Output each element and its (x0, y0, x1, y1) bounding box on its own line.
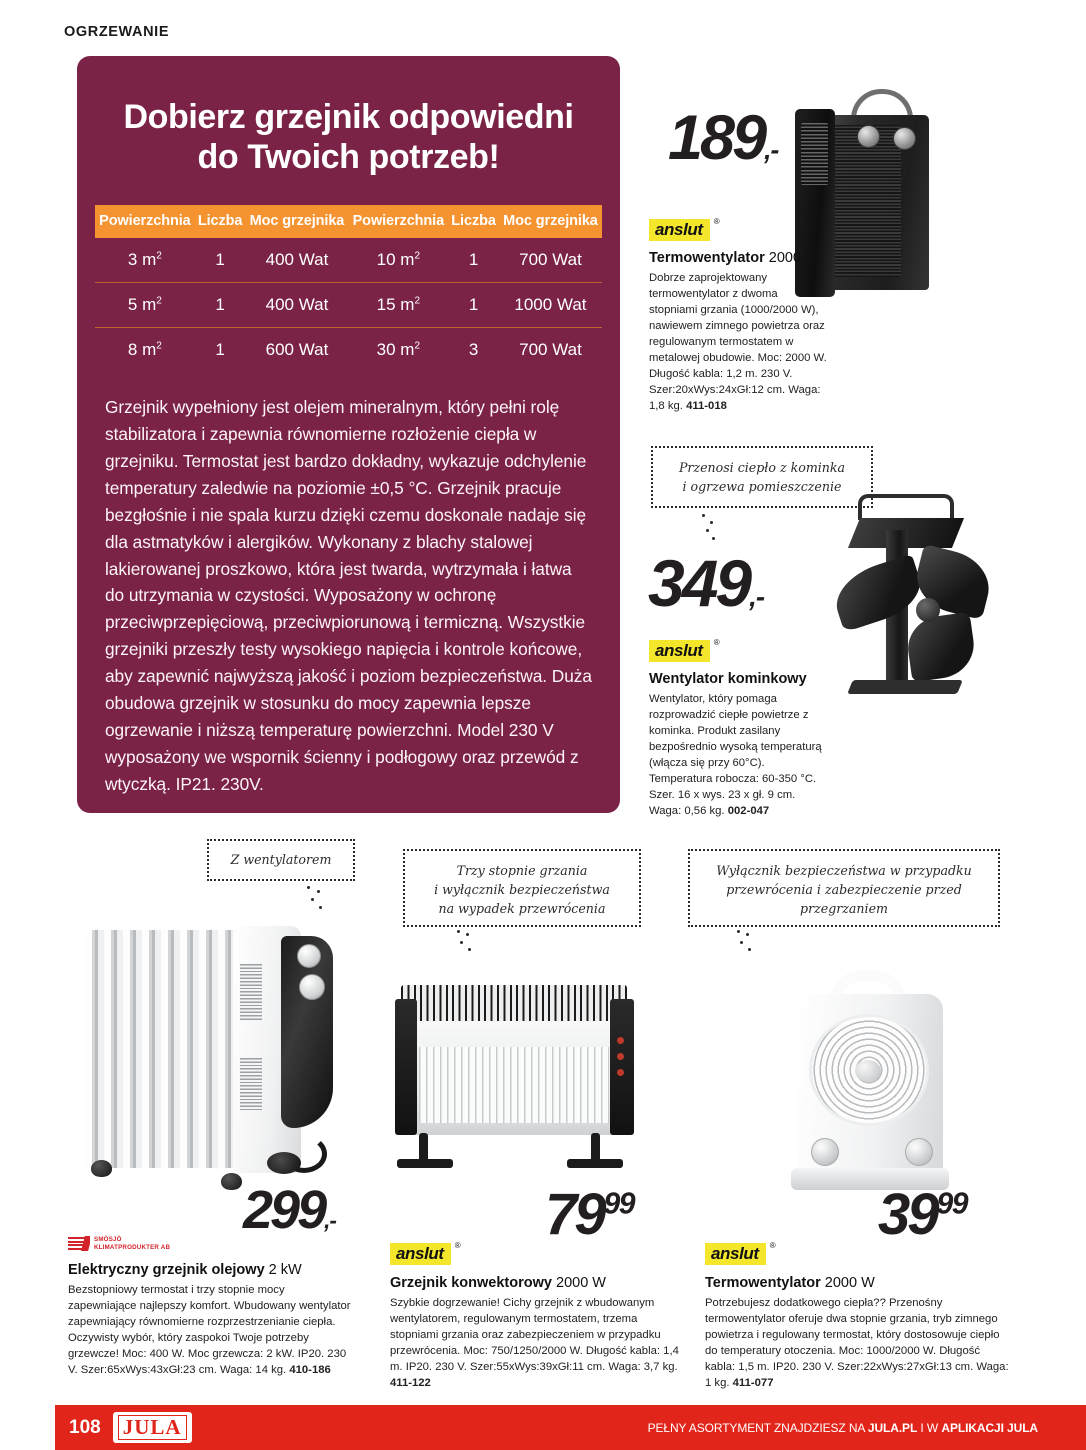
promo-prefix: PEŁNY ASORTYMENT ZNAJDZIESZ NA (647, 1420, 868, 1435)
product-variant: 2000 W (824, 1275, 875, 1291)
anslut-logo (649, 638, 720, 662)
col-header-count-2: Liczba (448, 205, 499, 238)
cell-area: 30 $m^2$ (348, 328, 448, 373)
side-vent-bottom (240, 1058, 262, 1110)
panel-title-line-2: do Twoich potrzeb! (197, 138, 500, 177)
cell-power: 1000 Wat (499, 283, 602, 328)
col-header-area-2: Powierzchnia (348, 205, 448, 238)
foot-right (567, 1159, 623, 1168)
top-bracket (858, 494, 954, 520)
cell-count: 1 (468, 250, 479, 270)
table-head (95, 205, 602, 238)
product-name: Termowentylator (705, 1275, 821, 1291)
power-switch-2 (617, 1053, 624, 1060)
product-description (649, 691, 829, 819)
col-header-area-1: Powierzchnia (95, 205, 195, 238)
power-dial (299, 974, 325, 1000)
price-termowentylator-metal (668, 103, 779, 173)
price-grzejnik-konwektorowy (545, 1182, 635, 1247)
product-image-grzejnik-konwektorowy (395, 985, 645, 1190)
product-image-termowentylator-bialy (785, 968, 960, 1193)
article-number: 002-047 (727, 805, 770, 818)
top-outlet-grille (401, 985, 627, 1021)
radiator-fins (85, 930, 253, 1168)
product-title (390, 1274, 685, 1292)
cell-power: 400 Wat (265, 250, 329, 270)
side-vent-top (240, 964, 262, 1020)
cell-power: 400 Wat (245, 283, 348, 328)
callout-line-1: Wyłącznik bezpieczeństwa w przypadku (716, 863, 972, 878)
product-variant: 2000 W (556, 1275, 606, 1291)
power-knob (905, 1138, 933, 1166)
description-text: Szybkie dogrzewanie! Cichy grzejnik z wbudowanym wentylatorem, regulowanym termostatem, trzema stopniami grzania oraz zabezpieczeniem w przypadku przewrócenia. Moc: 750/1250/2000 W. Długość kabla: 1,4 m. IP20. 230 V. Szer:55xWys:39xGł:11 cm. Waga: 3,7 kg. (390, 1297, 679, 1374)
footer-promo-text (648, 1421, 1038, 1435)
price-termowentylator-bialy (878, 1182, 968, 1247)
cell-count: 1 (195, 283, 246, 328)
cell-power: 600 Wat (245, 328, 348, 373)
cell-area: 8 $m^2$ (95, 328, 195, 373)
anslut-logo (705, 1241, 776, 1265)
page-footer (55, 1405, 1086, 1450)
col-header-count-1: Liczba (195, 205, 246, 238)
product-name: Elektryczny grzejnik olejowy (68, 1261, 265, 1278)
price-whole: 79 (545, 1182, 604, 1247)
cell-power: 700 Wat (519, 250, 582, 270)
cell-count: 1 (215, 250, 225, 270)
price-whole: 299 (243, 1180, 325, 1240)
cell-area: 15 $m^2$ (348, 283, 448, 328)
control-knob-left (857, 125, 880, 148)
table-body (95, 238, 602, 372)
page-number: 108 (69, 1416, 101, 1438)
cell-area: 5 $m^2$ (95, 283, 195, 328)
fan-hub (916, 598, 940, 622)
product-title (649, 249, 827, 267)
article-number: 411-077 (732, 1377, 774, 1390)
fan-blade-3 (904, 612, 978, 683)
anslut-logo (649, 217, 720, 241)
anslut-logo (390, 1241, 461, 1265)
caster-wheel-right (221, 1173, 242, 1190)
power-switch-1 (617, 1037, 624, 1044)
fan-blade-1 (828, 554, 928, 633)
callout-line-1: Trzy stopnie grzania (456, 863, 588, 878)
caster-wheel-left (91, 1160, 112, 1177)
product-variant: 2000 W (768, 250, 819, 266)
callout-oil-radiator (207, 839, 355, 881)
callout-line-3: przegrzaniem (800, 901, 888, 917)
cell-power: 700 Wat (499, 328, 602, 373)
product-info-grzejnik-olejowy (68, 1236, 356, 1378)
air-outlet-vent (801, 123, 828, 185)
product-name: Grzejnik konwektorowy (390, 1275, 552, 1291)
thermostat-knob (811, 1138, 839, 1166)
smosjo-wordmark (94, 1236, 170, 1252)
product-description (68, 1282, 356, 1378)
description-text: Bezstopniowy termostat i trzy stopnie mocy zapewniające najlepszy komfort. Wbudowany wentylator zapewniający równomierne rozprzestrzenianie ciepła. Oczywisty wybór, który zaspokoi Twoje potrzeby grzewcze! Moc: 400 W. Moc grzewcza: 2 kW. IP20. 230 V. Szer:65xWys:43xGł:23 cm. Waga: 14 kg. (68, 1283, 351, 1376)
callout-fan-heater (688, 849, 1000, 927)
price-decimal: 99 (936, 1187, 968, 1221)
table-row (95, 328, 602, 373)
left-end-cap (395, 999, 417, 1135)
callout-tail-fan-heater (735, 929, 771, 955)
product-title (705, 1274, 1010, 1292)
price-whole: 189 (668, 103, 765, 173)
jula-wordmark: JULA (118, 1415, 187, 1439)
description-text: Dobrze zaprojektowany termowentylator z dwoma stopniami grzania (1000/2000 W), nawiewem zimnego powietrza oraz regulowanym termostatem w metalowej obudowie. Moc: 2000 W. Długość kabla: 1,2 m. 230 V. Szer:20xWys:24xGł:12 cm. Waga: 1,8 kg. (649, 272, 827, 413)
cell-area: 10 $m^2$ (376, 250, 421, 270)
table-header-row (95, 205, 602, 238)
thermostat-dial (297, 944, 321, 968)
price-currency: ,- (749, 581, 765, 612)
price-grzejnik-olejowy (243, 1180, 336, 1240)
power-switch-3 (617, 1069, 624, 1076)
heater-sizing-table (95, 205, 602, 372)
product-description (649, 270, 827, 414)
registered-trademark-icon: ® (713, 217, 720, 226)
description-text: Potrzebujesz dodatkowego ciepła?? Przenośny termowentylator oferuje dwa stopnie grzania, tryb zimnego powietrza i regulowany termostat, który dostosowuje ciepło do temperatury otoczenia. Moc: 1000/2000 W. Długość kabla: 1,5 m. IP20. 230 V. Szer:22xWys:27xGł:13 cm. Waga: 1 kg. (705, 1297, 1009, 1390)
right-end-cap (610, 999, 634, 1135)
price-currency: ,- (764, 135, 779, 165)
jula-logo (113, 1412, 192, 1442)
registered-trademark-icon: ® (769, 1241, 776, 1250)
promo-mid: I W (917, 1420, 942, 1435)
anslut-wordmark: anslut (655, 641, 703, 660)
table-row (95, 238, 602, 283)
cell-count: 3 (448, 328, 499, 373)
heating-guide-panel (77, 56, 620, 813)
product-image-grzejnik-olejowy (85, 930, 345, 1190)
product-name: Termowentylator (649, 250, 765, 266)
product-info-termowentylator-metal (649, 219, 827, 414)
product-description (705, 1295, 1010, 1391)
col-header-power-2: Moc grzejnika (499, 205, 602, 238)
cell-count: 1 (448, 283, 499, 328)
panel-title (107, 97, 590, 177)
product-variant: 2 kW (268, 1261, 302, 1278)
description-text: Wentylator, który pomaga rozprowadzić ciepłe powietrze z kominka. Produkt zasilany bezpośrednio wysoką temperaturą (włącza się przy 60°C). Temperatura robocza: 60-350 °C. Szer. 16 x wys. 23 x gł. 9 cm. Waga: 0,56 kg. (649, 693, 822, 818)
callout-tail-convector (455, 929, 491, 955)
product-title (649, 670, 829, 688)
panel-title-line-1: Dobierz grzejnik odpowiedni (123, 98, 574, 136)
sizing-table-wrapper (95, 205, 602, 372)
promo-app: APLIKACJI JULA (941, 1420, 1038, 1435)
power-plug (267, 1152, 301, 1174)
panel-description: Grzejnik wypełniony jest olejem mineralnym, który pełni rolę stabilizatora i zapewnia równomierne rozłożenie ciepła w grzejniku. Termostat jest bardzo dokładny, wykazuje odchylenie temperatury zaledwie na poziomie ±0,5 °C. Grzejnik pracuje bezgłośnie i nie spala kurzu dzięki czemu doskonale nadaje się dla astmatyków i alergików. Wykonany z blachy stalowej lakierowanej proszkowo, która jest twarda, wytrzymała i łatwa do utrzymania w czystości. Wyposażony w ochronę przeciwprzepięciową, przeciwpiorunową i termiczną. Wszystkie grzejniki przeszły testy wysokiego napięcia i kontrole końcowe, aby zapewnić najwyższą jakość i poziom bezpieczeństwa. Duża obudowa grzejnik w stosunku do mocy zapewnia lepsze ogrzewanie i niższą temperaturę powierzchni. Model 230 V wyposażony we wspornik ścienny i podłogowy oraz przewód z wtyczką. IP21. 230V. (105, 397, 592, 794)
price-whole: 39 (878, 1182, 937, 1247)
anslut-wordmark: anslut (655, 220, 703, 239)
page-category-label: OGRZEWANIE (64, 24, 170, 40)
product-title (68, 1261, 356, 1279)
price-whole: 349 (648, 546, 750, 620)
callout-line-2: i ogrzewa pomieszczenie (682, 478, 842, 494)
product-info-termowentylator-bialy (705, 1243, 1010, 1391)
callout-line-3: na wypadek przewrócenia (438, 901, 606, 917)
smosjo-mark-icon (68, 1236, 90, 1251)
control-knob-right (893, 127, 916, 150)
article-number: 411-122 (390, 1377, 431, 1390)
col-header-power-1: Moc grzejnika (245, 205, 348, 238)
callout-line-2: i wyłącznik bezpieczeństwa (434, 882, 610, 898)
price-wentylator-kominkowy (648, 546, 765, 620)
product-info-wentylator-kominkowy (649, 640, 829, 819)
price-currency: ,- (324, 1207, 336, 1233)
product-image-wentylator-kominkowy (820, 470, 1000, 810)
callout-line-1: Przenosi ciepło z kominka (678, 460, 846, 475)
product-info-grzejnik-konwektorowy (390, 1243, 685, 1391)
smosjo-line-1: SMÖSJÖ (94, 1236, 122, 1243)
foot-left (397, 1159, 453, 1168)
callout-tail-oil-radiator (305, 885, 341, 913)
callout-line-2: przewrócenia i zabezpieczenie przed (726, 882, 962, 898)
promo-site: JULA.PL (867, 1420, 918, 1435)
smosjo-logo (68, 1236, 356, 1252)
cell-area: 3 $m^2$ (127, 250, 162, 270)
cell-count: 1 (195, 328, 246, 373)
registered-trademark-icon: ® (454, 1241, 461, 1250)
price-decimal: 99 (603, 1187, 635, 1221)
product-name: Wentylator kominkowy (649, 671, 807, 687)
fan-hub (855, 1060, 881, 1082)
anslut-wordmark: anslut (711, 1244, 759, 1263)
callout-tail-stove-fan (700, 512, 740, 544)
article-number: 411-018 (686, 400, 727, 413)
callout-line-1: Z wentylatorem (230, 852, 332, 867)
registered-trademark-icon: ® (713, 638, 720, 647)
front-louvers (419, 1047, 609, 1123)
base-plate (847, 680, 963, 694)
callout-convector (403, 849, 641, 927)
rear-grille (827, 125, 901, 277)
product-description (390, 1295, 685, 1391)
smosjo-line-2: KLIMATPRODUKTER AB (94, 1243, 171, 1251)
article-number: 410-186 (289, 1363, 331, 1376)
table-row (95, 283, 602, 328)
anslut-wordmark: anslut (396, 1244, 444, 1263)
